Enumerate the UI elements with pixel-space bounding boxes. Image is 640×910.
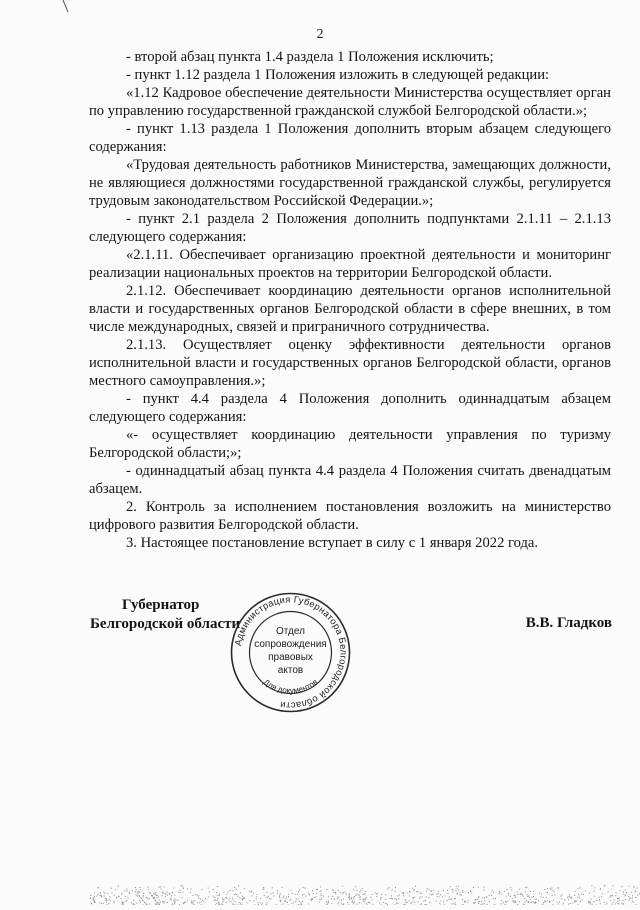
page-number: 2 xyxy=(0,27,640,43)
paragraph: «Трудовая деятельность работников Министерства, замещающих должности, не являющиеся должностями государственной гражданской службы, регулируется трудовым законодательством Российской Федерации.»; xyxy=(89,156,611,210)
paragraph: - пункт 2.1 раздела 2 Положения дополнить подпунктами 2.1.11 – 2.1.13 следующего содержания: xyxy=(89,210,611,246)
scan-edge-mark xyxy=(62,0,72,14)
paragraph: «2.1.11. Обеспечивает организацию проектной деятельности и мониторинг реализации национальных проектов на территории Белгородской области. xyxy=(89,246,611,282)
signature-block xyxy=(0,590,640,710)
paragraph: - пункт 1.12 раздела 1 Положения изложить в следующей редакции: xyxy=(89,66,611,84)
document-body xyxy=(89,48,611,552)
signer-name: В.В. Гладков xyxy=(526,615,612,632)
paragraph: «- осуществляет координацию деятельности управления по туризму Белгородской области;»; xyxy=(89,426,611,462)
stamp-bottom-text: Для документов xyxy=(262,677,320,695)
stamp-center-line: сопровождения xyxy=(254,639,326,650)
scan-noise xyxy=(0,877,640,905)
paragraph: 2.1.12. Обеспечивает координацию деятельности органов исполнительной власти и государственных органов Белгородской области в сфере внешних, в том числе международных, связей и приграничного сотрудничества. xyxy=(89,282,611,336)
paragraph: 2.1.13. Осуществляет оценку эффективности деятельности органов исполнительной власти и государственных органов Белгородской области, органов местного самоуправления.»; xyxy=(89,336,611,390)
signer-region: Белгородской области xyxy=(90,615,240,634)
stamp-center-line: правовых xyxy=(268,652,313,663)
official-stamp xyxy=(228,590,353,715)
signer-title: Губернатор xyxy=(122,596,199,615)
stamp-center-line: Отдел xyxy=(276,626,305,637)
paragraph: «1.12 Кадровое обеспечение деятельности Министерства осуществляет орган по управлению государственной гражданской службой Белгородской области.»; xyxy=(89,84,611,120)
paragraph: - второй абзац пункта 1.4 раздела 1 Положения исключить; xyxy=(89,48,611,66)
paragraph: 3. Настоящее постановление вступает в силу с 1 января 2022 года. xyxy=(89,534,611,552)
paragraph: 2. Контроль за исполнением постановления возложить на министерство цифрового развития Белгородской области. xyxy=(89,498,611,534)
paragraph: - одиннадцатый абзац пункта 4.4 раздела 4 Положения считать двенадцатым абзацем. xyxy=(89,462,611,498)
stamp-center-line: актов xyxy=(278,665,303,676)
stamp-ring-text: Администрация Губернатора Белгородской области xyxy=(233,594,349,710)
paragraph: - пункт 1.13 раздела 1 Положения дополнить вторым абзацем следующего содержания: xyxy=(89,120,611,156)
paragraph: - пункт 4.4 раздела 4 Положения дополнить одиннадцатым абзацем следующего содержания: xyxy=(89,390,611,426)
